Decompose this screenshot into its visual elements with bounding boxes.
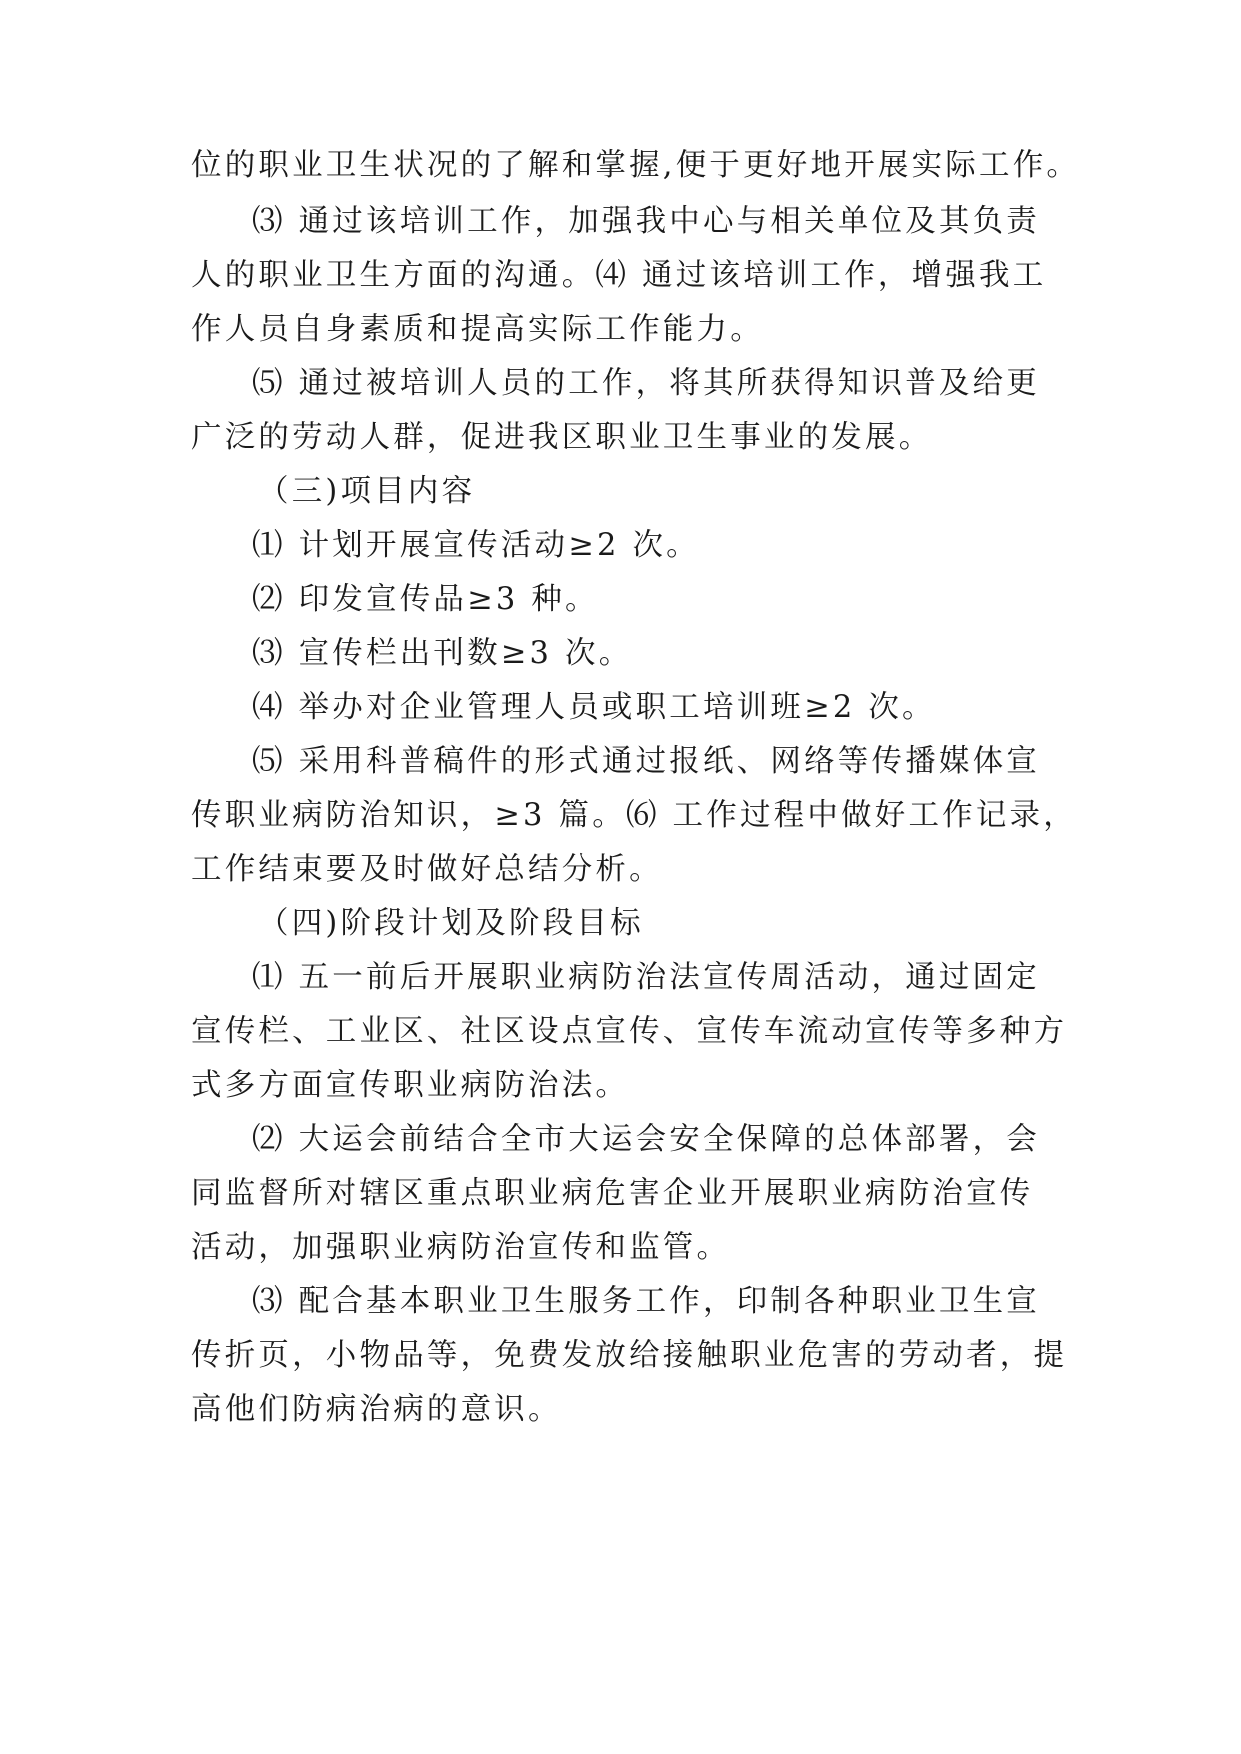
section-heading-3: （三)项目内容 <box>258 474 476 509</box>
text-line-14: 工作结束要及时做好总结分析。 <box>191 852 663 887</box>
text-line-13: 传职业病防治知识，≥3 篇。⑹ 工作过程中做好工作记录， <box>191 798 1077 833</box>
text-line-18: 式多方面宣传职业病防治法。 <box>191 1068 630 1103</box>
text-line-11: ⑷ 举办对企业管理人员或职工培训班≥2 次。 <box>252 690 936 725</box>
text-line-24: 高他们防病治病的意识。 <box>191 1392 562 1427</box>
text-line-19: ⑵ 大运会前结合全市大运会安全保障的总体部署，会 <box>252 1122 1040 1157</box>
text-line-4: 作人员自身素质和提高实际工作能力。 <box>191 312 764 347</box>
text-line-21: 活动，加强职业病防治宣传和监管。 <box>191 1230 731 1265</box>
text-line-9: ⑵ 印发宣传品≥3 种。 <box>252 582 599 617</box>
text-line-22: ⑶ 配合基本职业卫生服务工作，印制各种职业卫生宣 <box>252 1284 1040 1319</box>
text-line-12: ⑸ 采用科普稿件的形式通过报纸、网络等传播媒体宣 <box>252 744 1040 779</box>
section-heading-4: （四)阶段计划及阶段目标 <box>258 906 644 941</box>
text-line-17: 宣传栏、工业区、社区设点宣传、宣传车流动宣传等多种方 <box>191 1014 1068 1049</box>
text-line-23: 传折页，小物品等，免费发放给接触职业危害的劳动者，提 <box>191 1338 1068 1373</box>
text-line-8: ⑴ 计划开展宣传活动≥2 次。 <box>252 528 700 563</box>
text-line-16: ⑴ 五一前后开展职业病防治法宣传周活动，通过固定 <box>252 960 1040 995</box>
text-line-3: 人的职业卫生方面的沟通。⑷ 通过该培训工作，增强我工 <box>191 258 1047 293</box>
text-line-20: 同监督所对辖区重点职业病危害企业开展职业病防治宣传 <box>191 1176 1034 1211</box>
text-line-6: 广泛的劳动人群，促进我区职业卫生事业的发展。 <box>191 420 933 455</box>
text-line-2: ⑶ 通过该培训工作，加强我中心与相关单位及其负责 <box>252 204 1040 239</box>
text-line-10: ⑶ 宣传栏出刊数≥3 次。 <box>252 636 633 671</box>
text-line-1: 位的职业卫生状况的了解和掌握,便于更好地开展实际工作。 <box>191 148 1081 183</box>
text-line-5: ⑸ 通过被培训人员的工作，将其所获得知识普及给更 <box>252 366 1040 401</box>
